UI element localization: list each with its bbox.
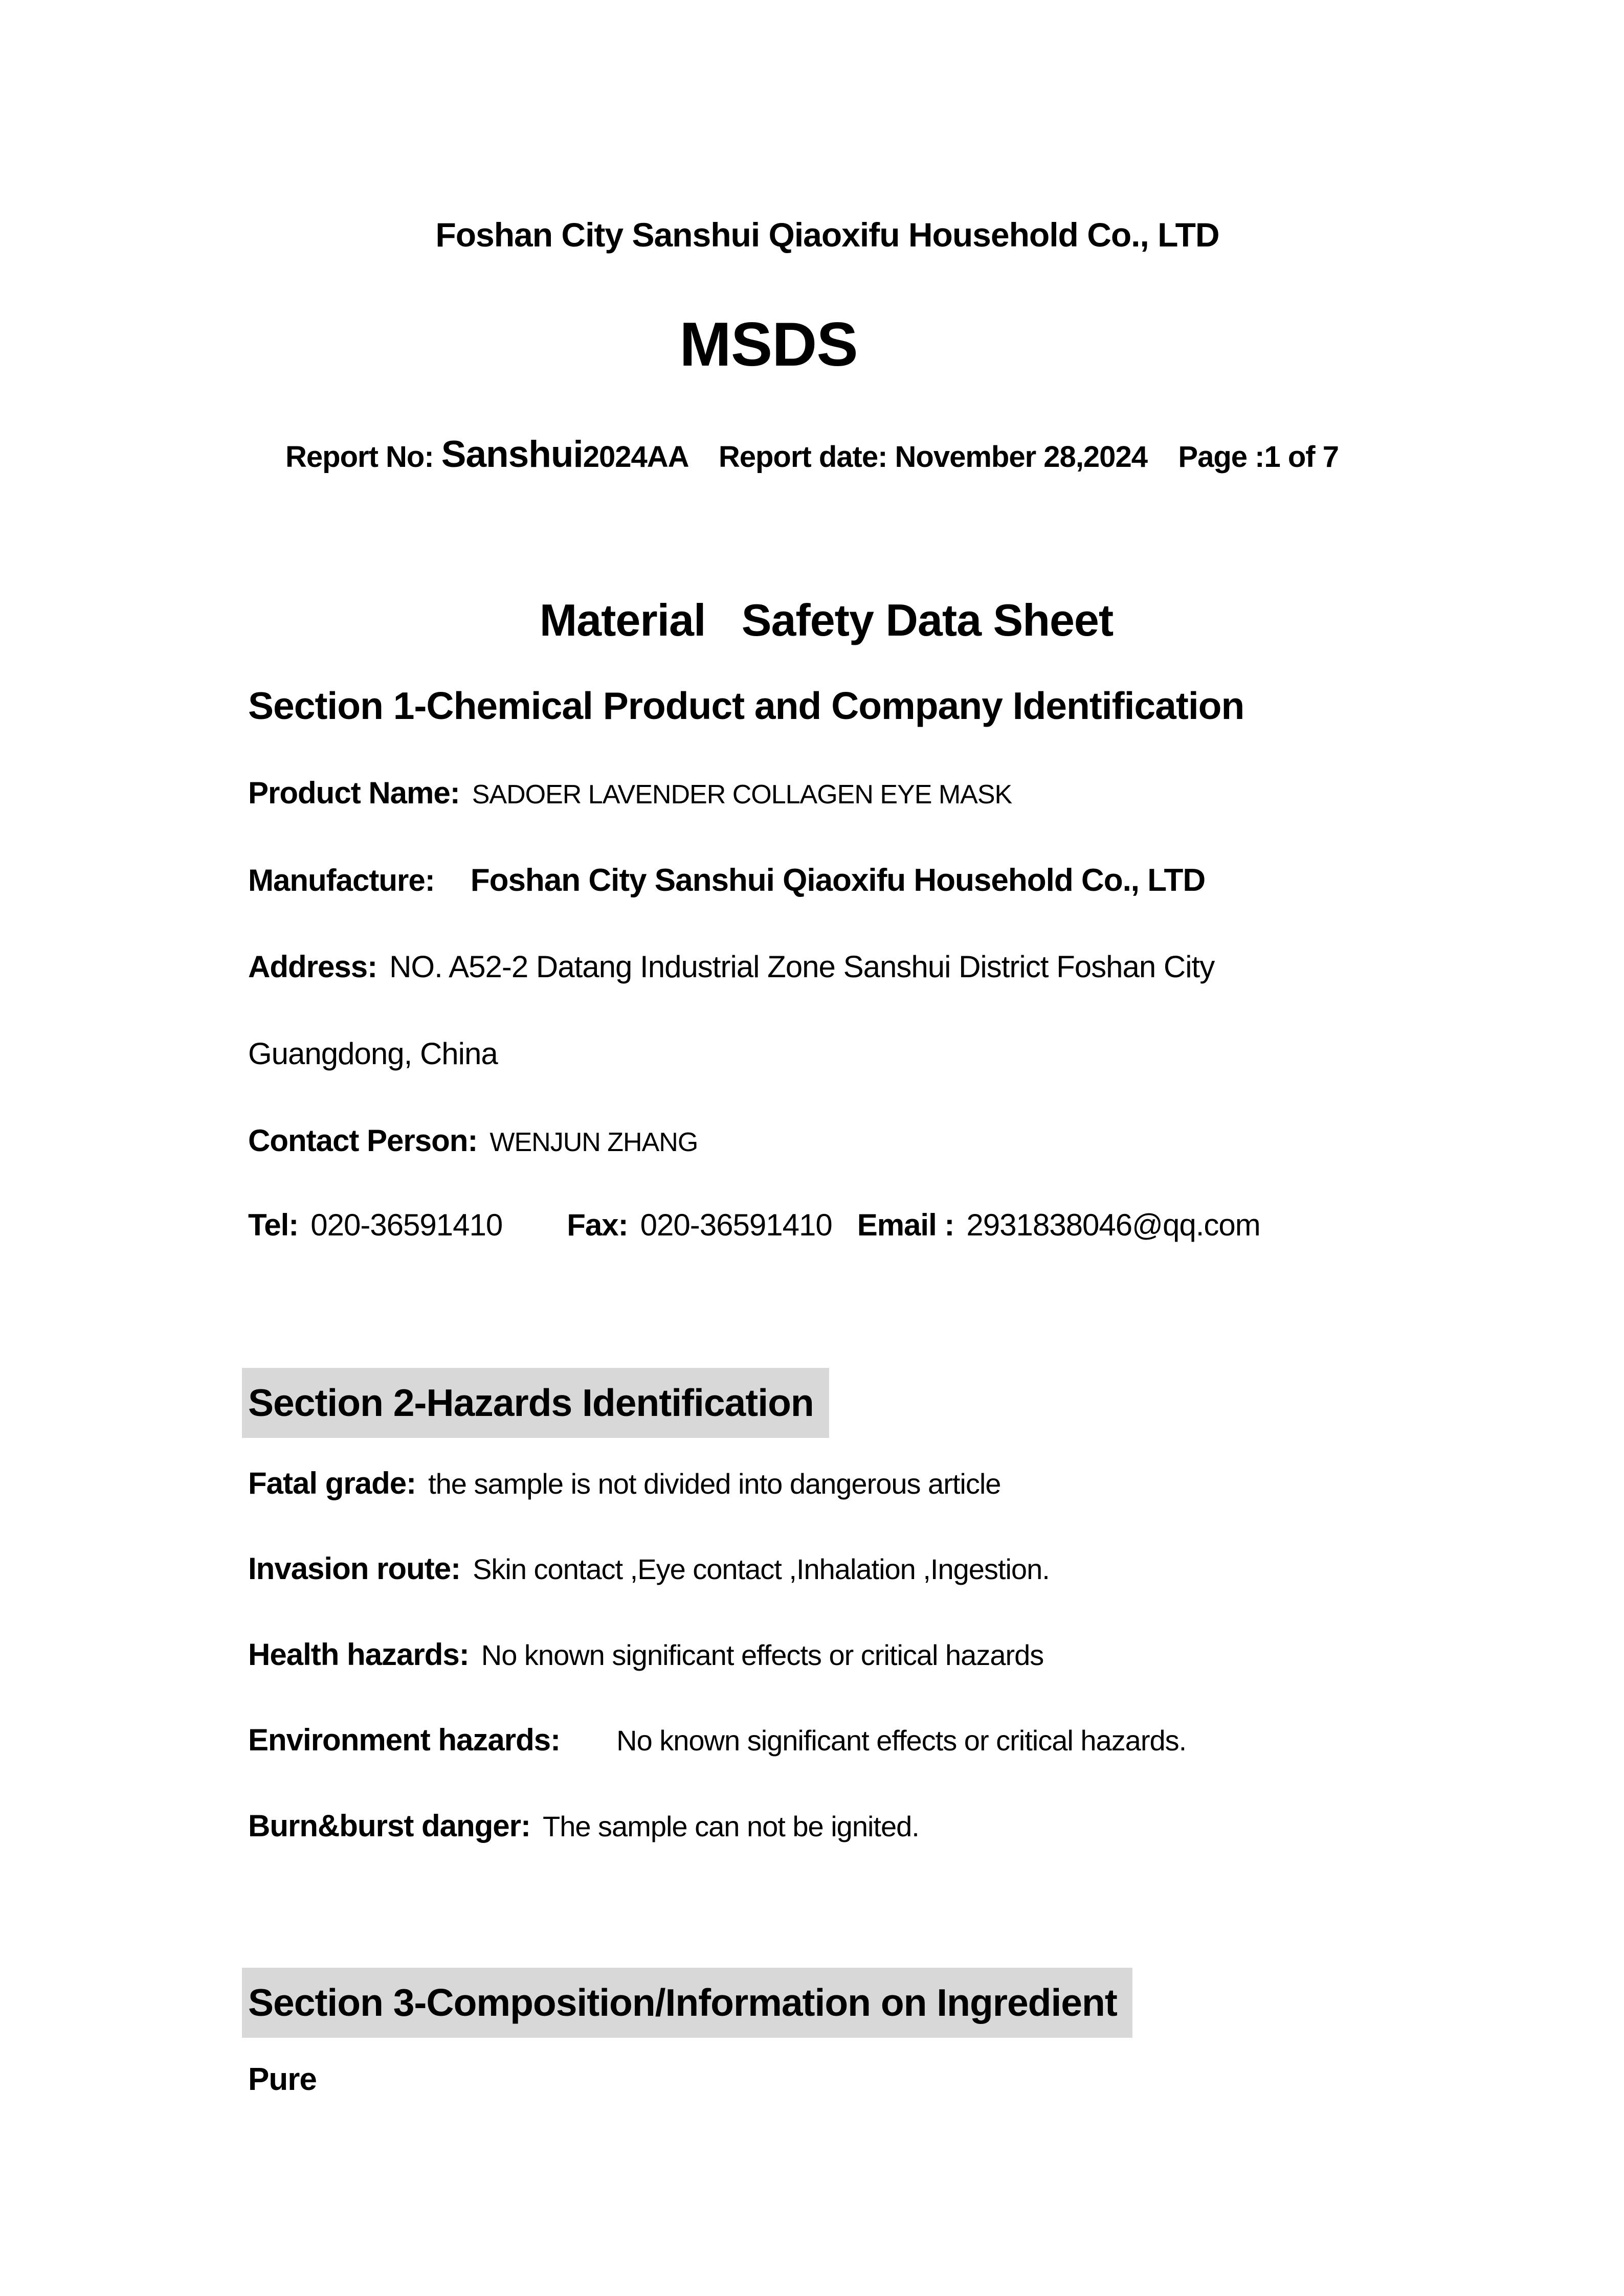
fatal-grade-label: Fatal grade:	[248, 1466, 416, 1500]
sheet-title: Material Safety Data Sheet	[539, 595, 1114, 645]
environment-hazards-label: Environment hazards:	[248, 1723, 561, 1757]
report-no-name: Sanshui	[441, 434, 583, 475]
section-2-heading-row	[248, 1368, 1409, 1438]
health-hazards-value: No known significant effects or critical hazards	[481, 1639, 1044, 1671]
company-header: Foshan City Sanshui Qiaoxifu Household Co., LTD	[435, 216, 1219, 254]
product-name-label: Product Name:	[248, 776, 460, 810]
email-label: Email :	[857, 1208, 954, 1242]
health-hazards-row	[248, 1636, 1409, 1673]
fax-label: Fax:	[567, 1208, 628, 1242]
address-row	[248, 949, 1409, 985]
address-value-line2: Guangdong, China	[248, 1037, 498, 1071]
report-no-suffix: 2024AA	[583, 440, 688, 474]
fatal-grade-value: the sample is not divided into dangerous article	[428, 1468, 1001, 1500]
document-title: MSDS	[679, 309, 858, 379]
manufacture-label: Manufacture:	[248, 863, 435, 897]
fax-value: 020-36591410	[640, 1208, 832, 1242]
page-label: Page :	[1147, 440, 1264, 474]
tel-fax-email-row	[248, 1207, 1409, 1244]
contact-value: WENJUN ZHANG	[490, 1128, 698, 1157]
manufacture-row	[248, 862, 1409, 899]
address-value: NO. A52-2 Datang Industrial Zone Sanshui District Foshan City	[389, 950, 1215, 984]
burn-burst-row	[248, 1808, 1409, 1844]
section-3-heading-row	[248, 1968, 1409, 2038]
invasion-route-row	[248, 1550, 1409, 1587]
address-label: Address:	[248, 950, 377, 984]
email-value: 2931838046@qq.com	[966, 1208, 1260, 1242]
tel-label: Tel:	[248, 1208, 299, 1242]
page-value: 1 of 7	[1264, 440, 1339, 474]
contact-label: Contact Person:	[248, 1123, 478, 1158]
health-hazards-label: Health hazards:	[248, 1637, 469, 1672]
fatal-grade-row	[248, 1465, 1409, 1502]
invasion-route-label: Invasion route:	[248, 1551, 461, 1586]
report-date-label: Report date:	[687, 440, 895, 474]
section-2-heading: Section 2-Hazards Identification	[242, 1368, 829, 1438]
burn-burst-label: Burn&burst danger:	[248, 1809, 530, 1843]
product-name-row	[248, 775, 1409, 812]
contact-person-row	[248, 1122, 1409, 1159]
manufacture-value: Foshan City Sanshui Qiaoxifu Household Co., LTD	[470, 863, 1206, 898]
pure-row	[248, 2061, 1409, 2099]
report-date-value: November 28,2024	[895, 440, 1147, 474]
address-row-line2	[248, 1036, 1409, 1072]
pure-label: Pure	[248, 2062, 317, 2097]
tel-value: 020-36591410	[310, 1208, 503, 1242]
product-name-value: SADOER LAVENDER COLLAGEN EYE MASK	[472, 780, 1012, 809]
invasion-route-value: Skin contact ,Eye contact ,Inhalation ,Ingestion.	[473, 1553, 1050, 1585]
environment-hazards-value: No known significant effects or critical hazards.	[616, 1724, 1187, 1757]
section-3-heading: Section 3-Composition/Information on Ingredient	[242, 1968, 1132, 2038]
environment-hazards-row	[248, 1722, 1409, 1759]
burn-burst-value: The sample can not be ignited.	[543, 1810, 919, 1842]
report-no-label: Report No:	[285, 440, 441, 474]
report-info-line	[0, 432, 1624, 477]
section-1-heading: Section 1-Chemical Product and Company Identification	[248, 684, 1244, 727]
